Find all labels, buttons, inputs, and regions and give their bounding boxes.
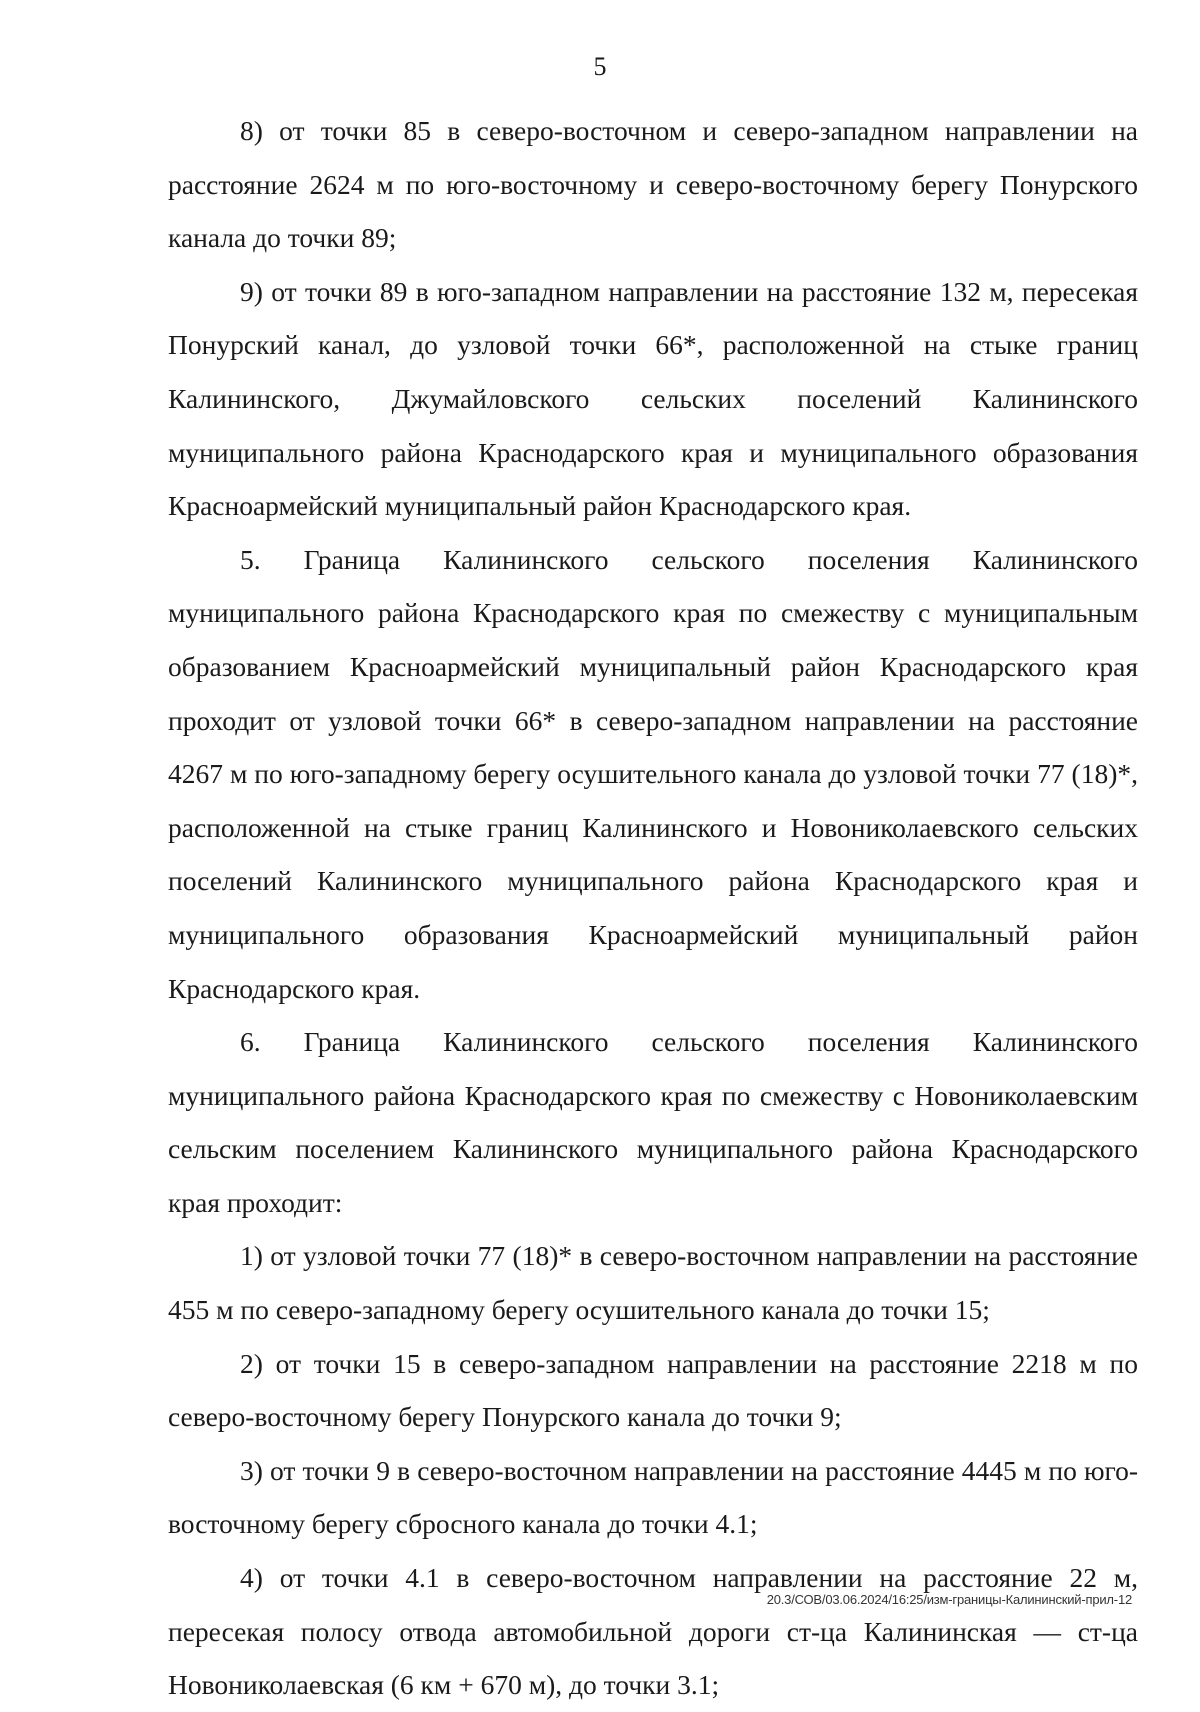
paragraph-item-3: 3) от точки 9 в северо-восточном направлении на расстояние 4445 м по юго-восточному берегу сбросного канала до точки 4.1; [168, 1454, 1138, 1540]
paragraph-section-5: 5. Граница Калининского сельского поселения Калининского муниципального района Краснодарского края по смежеству с муниципальным образованием Красноармейский муниципальный район Краснодарского края проходит от узловой точки 66* в северо-западном направлении на расстояние 4267 м по юго-западному берегу осушительного канала до узловой точки 77 (18)*, расположенной на стыке границ Калининского и Новониколаевского сельских поселений Калининского муниципального района Краснодарского края и муниципального образования Красноармейский муниципальный район Краснодарского края. [168, 543, 1138, 1004]
paragraph-section-6: 6. Граница Калининского сельского поселения Калининского муниципального района Краснодарского края по смежеству с Новониколаевским сельским поселением Калининского муниципального района Краснодарского края проходит: [168, 1026, 1138, 1218]
paragraph-item-4: 4) от точки 4.1 в северо-восточном направлении на расстояние 22 м, пересекая полосу отвода автомобильной дороги ст-ца Калининская — ст-ца Новониколаевская (6 км + 670 м), до точки 3.1; [168, 1562, 1138, 1701]
page-number: 5 [593, 52, 607, 81]
paragraph-item-8: 8) от точки 85 в северо-восточном и северо-западном направлении на расстояние 2624 м по юго-восточному и северо-восточному берегу Понурского канала до точки 89; [168, 115, 1138, 254]
paragraph-item-9: 9) от точки 89 в юго-западном направлении на расстояние 132 м, пересекая Понурский канал, до узловой точки 66*, расположенной на стыке границ Калининского, Джумайловского сельских поселений Калининского муниципального района Краснодарского края и муниципального образования Красноармейский муниципальный район Краснодарского края. [168, 275, 1138, 522]
paragraph-item-1: 1) от узловой точки 77 (18)* в северо-восточном направлении на расстояние 455 м по северо-западному берегу осушительного канала до точки 15; [168, 1240, 1138, 1326]
paragraph-item-2: 2) от точки 15 в северо-западном направлении на расстояние 2218 м по северо-восточному берегу Понурского канала до точки 9; [168, 1347, 1138, 1433]
document-body [168, 104, 1138, 1712]
document-reference-code: 20.3/СОВ/03.06.2024/16:25/изм-границы-Калининский-прил-12 [766, 1592, 1132, 1607]
